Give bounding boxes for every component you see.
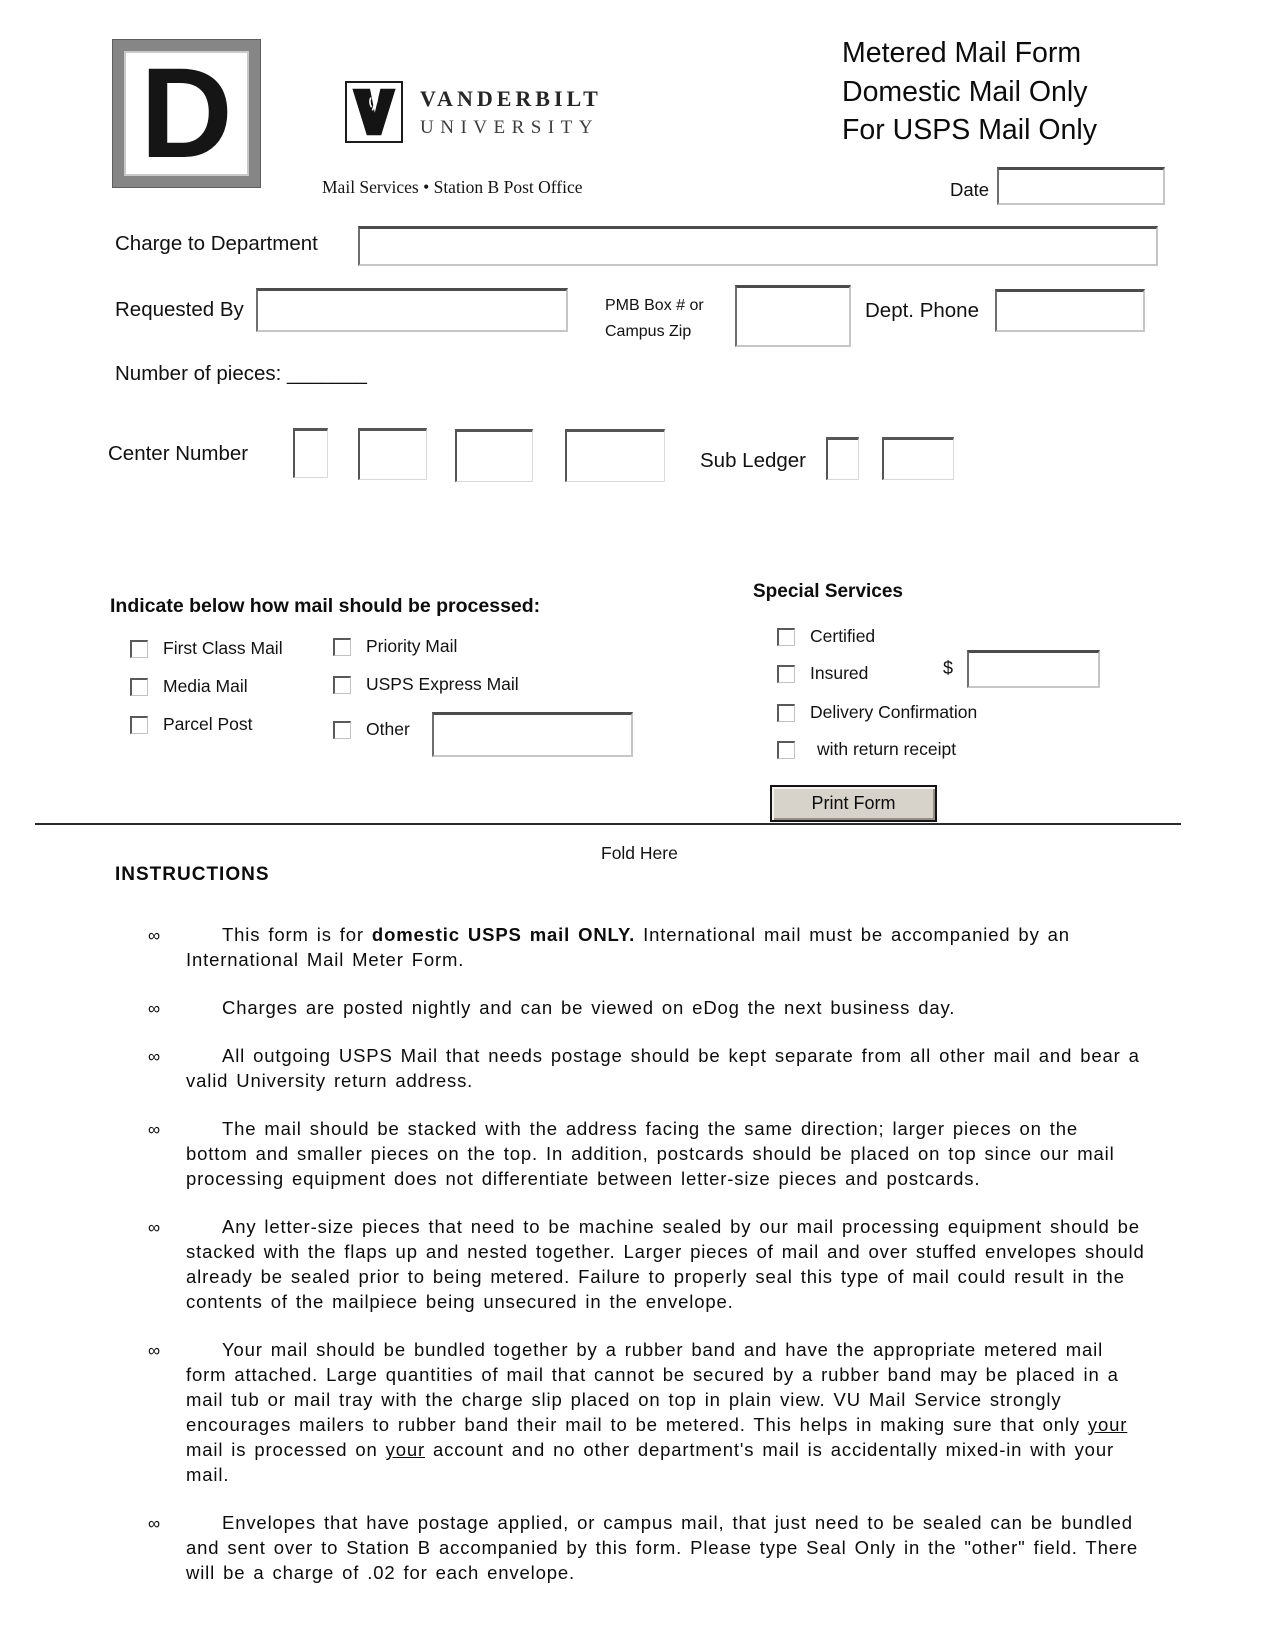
other-option (333, 719, 410, 740)
usps-express-mail-option (333, 674, 519, 695)
pmb-box-input[interactable] (735, 285, 851, 347)
with-return-receipt-label: with return receipt (817, 739, 957, 759)
instruction-text: This form is for domestic USPS mail ONLY. International mail must be accompanied by an International Mail Meter Form. (186, 924, 1070, 970)
pmb-box-label (605, 293, 704, 345)
insured-checkbox[interactable] (777, 665, 795, 683)
print-form-button[interactable]: Print Form (770, 785, 937, 822)
insured-option (777, 663, 868, 684)
certified-option (777, 626, 875, 647)
sub-ledger-box-1[interactable] (826, 437, 859, 480)
parcel-post-checkbox[interactable] (130, 716, 148, 734)
instructions-list (148, 922, 1146, 1608)
dollar-sign: $ (943, 658, 954, 678)
center-number-box-2[interactable] (358, 428, 427, 480)
instruction-item (148, 1116, 1146, 1191)
infinity-bullet-icon: ∞ (148, 926, 161, 945)
charge-to-department-input[interactable] (358, 226, 1158, 266)
fold-divider-line (35, 823, 1181, 825)
center-number-box-4[interactable] (565, 429, 665, 482)
university-name-line1: VANDERBILT (420, 86, 602, 111)
parcel-post-option (130, 714, 252, 735)
instruction-item (148, 1043, 1146, 1093)
media-mail-option (130, 676, 248, 697)
center-number-box-3[interactable] (455, 429, 533, 482)
with-return-receipt-option (777, 739, 956, 760)
number-of-pieces-label: Number of pieces: _______ (115, 362, 367, 385)
date-input[interactable] (997, 167, 1165, 205)
infinity-bullet-icon: ∞ (148, 1120, 161, 1139)
d-logo-letter: D (140, 41, 233, 185)
media-mail-label: Media Mail (163, 676, 248, 696)
instruction-item (148, 1337, 1146, 1487)
infinity-bullet-icon: ∞ (148, 1341, 161, 1360)
instruction-text: Your mail should be bundled together by a rubber band and have the appropriate metered mail form attached. Large quantities of mail that cannot be secured by a rubber band may be placed in a mail tub or mail tray with the charge slip placed on top in plain view. VU Mail Service strongly encourages mailers to rubber band their mail to be metered. This helps in making sure that only your mail is processed on your account and no other department's mail is accidentally mixed-in with your mail. (186, 1339, 1128, 1485)
certified-checkbox[interactable] (777, 628, 795, 646)
instruction-item (148, 995, 1146, 1020)
first-class-mail-label: First Class Mail (163, 638, 283, 658)
vanderbilt-v-icon (350, 86, 398, 138)
instruction-text: Charges are posted nightly and can be viewed on eDog the next business day. (222, 997, 956, 1018)
instruction-text: All outgoing USPS Mail that needs postage should be kept separate from all other mail and bear a valid University return address. (186, 1045, 1140, 1091)
infinity-bullet-icon: ∞ (148, 1514, 161, 1533)
other-checkbox[interactable] (333, 721, 351, 739)
requested-by-label: Requested By (115, 298, 244, 321)
form-title-line2: Domestic Mail Only (842, 75, 1088, 108)
center-number-box-1[interactable] (293, 428, 328, 478)
with-return-receipt-checkbox[interactable] (777, 741, 795, 759)
center-number-label: Center Number (108, 442, 249, 465)
pmb-box-label-line2: Campus Zip (605, 323, 692, 340)
requested-by-input[interactable] (256, 288, 568, 332)
instruction-text: Any letter-size pieces that need to be machine sealed by our mail processing equipment should be stacked with the flaps up and nested together. Larger pieces of mail and over stuffed envelopes should already be sealed prior to being metered. Failure to properly seal this type of mail could result in the contents of the mailpiece being unsecured in the envelope. (186, 1216, 1145, 1312)
fold-here-label: Fold Here (601, 843, 678, 863)
university-name (420, 86, 602, 139)
media-mail-checkbox[interactable] (130, 678, 148, 696)
date-label: Date (950, 179, 990, 200)
priority-mail-label: Priority Mail (366, 636, 458, 656)
mail-services-subtitle: Mail Services • Station B Post Office (322, 177, 583, 197)
instruction-text: The mail should be stacked with the address facing the same direction; larger pieces on the bottom and smaller pieces on the top. In addition, postcards should be placed on top since our mail processing equipment does not differentiate between letter-size pieces and postcards. (186, 1118, 1115, 1189)
d-mail-logo (113, 40, 260, 187)
instruction-item (148, 1214, 1146, 1314)
priority-mail-checkbox[interactable] (333, 638, 351, 656)
instruction-text: Envelopes that have postage applied, or campus mail, that just need to be sealed can be bundled and sent over to Station B accompanied by this form. Please type Seal Only in the "other" field. There will be a charge of .02 for each envelope. (186, 1512, 1139, 1583)
other-label: Other (366, 719, 410, 739)
delivery-confirmation-label: Delivery Confirmation (810, 702, 978, 722)
university-name-line2: UNIVERSITY (420, 117, 599, 138)
instructions-heading: INSTRUCTIONS (115, 864, 270, 885)
other-input[interactable] (432, 712, 633, 757)
vanderbilt-logo-icon (345, 81, 403, 143)
form-title-line1: Metered Mail Form (842, 37, 1082, 69)
dept-phone-input[interactable] (995, 289, 1145, 332)
usps-express-mail-checkbox[interactable] (333, 676, 351, 694)
priority-mail-option (333, 636, 457, 657)
infinity-bullet-icon: ∞ (148, 1047, 161, 1066)
charge-to-department-label: Charge to Department (115, 232, 318, 255)
dept-phone-label: Dept. Phone (865, 299, 979, 322)
instruction-item (148, 1510, 1146, 1585)
delivery-confirmation-option (777, 702, 977, 723)
sub-ledger-box-2[interactable] (882, 437, 954, 480)
pmb-box-label-line1: PMB Box # or (605, 297, 704, 314)
form-title (842, 34, 1097, 150)
form-title-line3: For USPS Mail Only (842, 114, 1097, 146)
insured-label: Insured (810, 663, 869, 683)
parcel-post-label: Parcel Post (163, 714, 253, 734)
first-class-mail-checkbox[interactable] (130, 640, 148, 658)
sub-ledger-label: Sub Ledger (700, 449, 807, 472)
infinity-bullet-icon: ∞ (148, 999, 161, 1018)
usps-express-mail-label: USPS Express Mail (366, 674, 519, 694)
insured-amount-input[interactable] (967, 650, 1100, 688)
certified-label: Certified (810, 626, 876, 646)
first-class-mail-option (130, 638, 283, 659)
process-section-heading: Indicate below how mail should be processed: (110, 595, 541, 617)
instruction-item (148, 922, 1146, 972)
delivery-confirmation-checkbox[interactable] (777, 704, 795, 722)
infinity-bullet-icon: ∞ (148, 1218, 161, 1237)
special-services-heading: Special Services (753, 581, 903, 602)
